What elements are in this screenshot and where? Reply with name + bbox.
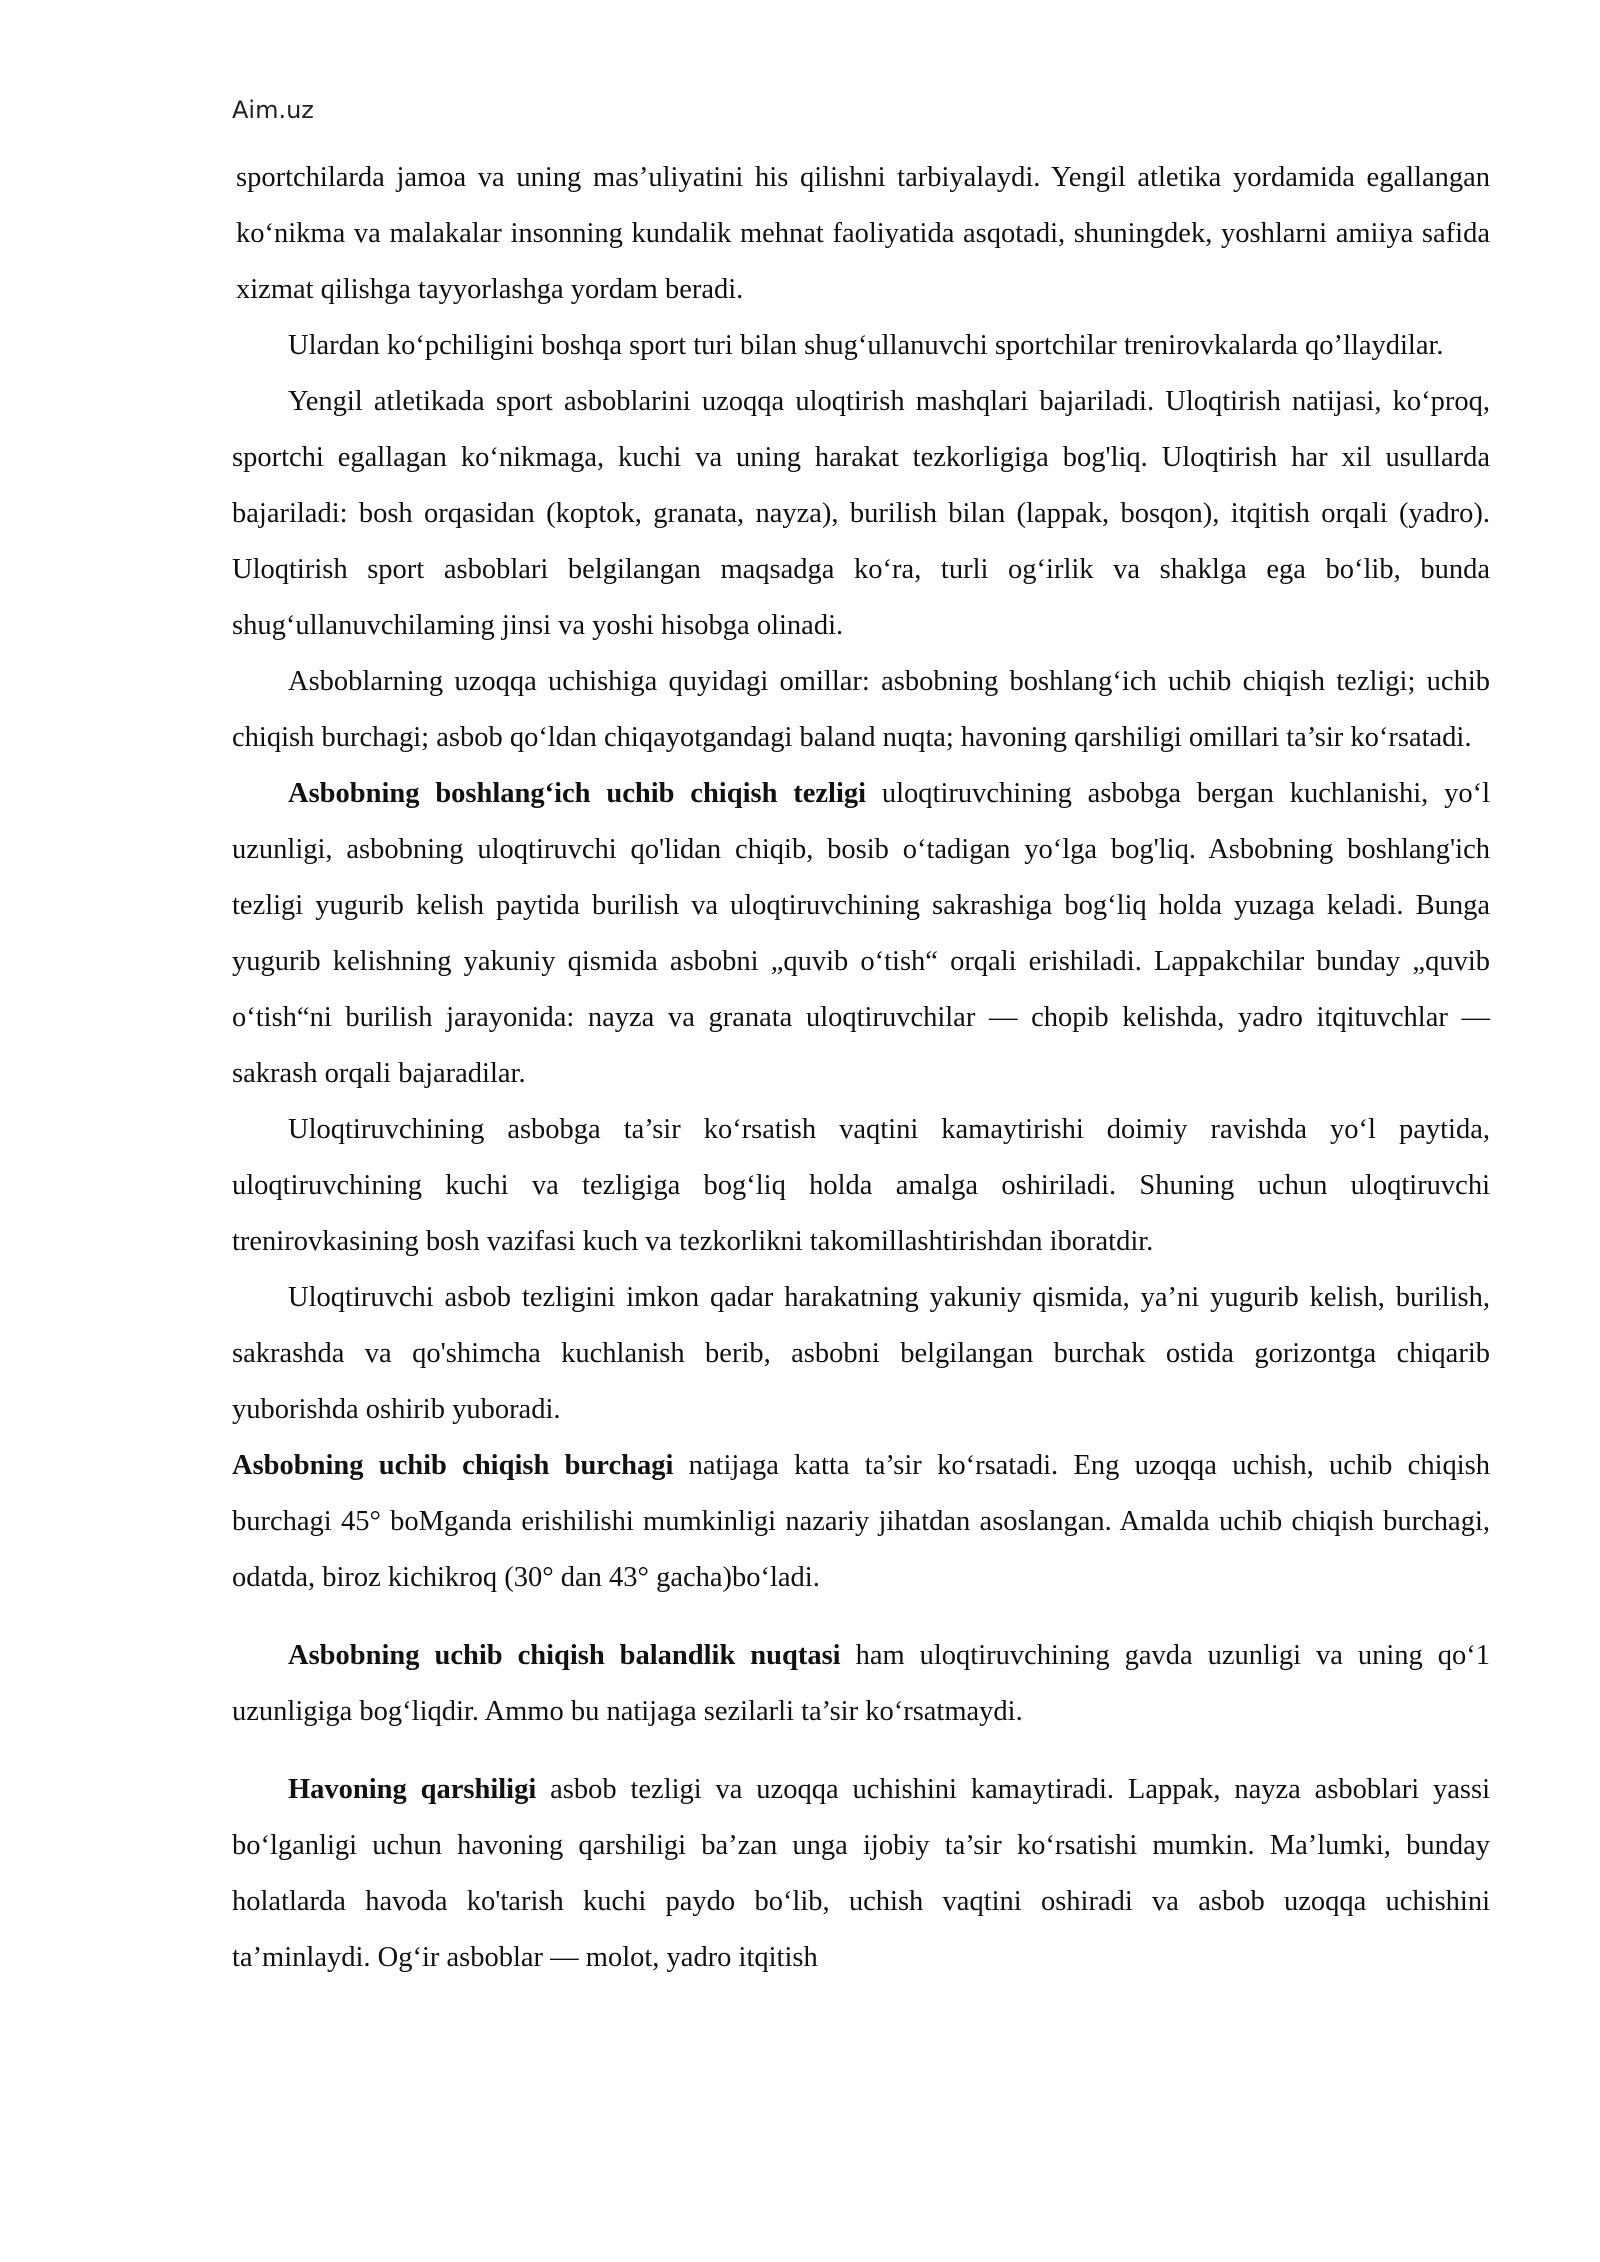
paragraph-text: Yengil atletikada sport asboblarini uzoqqa uloqtirish mashqlari bajariladi. Uloqtirish natijasi, ko‘proq, sportchi egallagan ko‘nikmaga, kuchi va uning harakat tezkorligiga bog'liq. Uloqtirish har xil usullarda bajariladi: bosh orqasidan (koptok, granata, nayza), burilish bilan (lappak, bosqon), itqitish orqali (yadro). Uloqtirish sport asboblari belgilangan maqsadga ko‘ra, turli og‘irlik va shaklga ega bo‘lib, bunda shug‘ullanuvchilaming jinsi va yoshi hisobga olinadi. <box>232 386 1490 641</box>
paragraph-heading: Asbobning boshlang‘ich uchib chiqish tezligi <box>288 778 867 809</box>
paragraph <box>232 318 1490 374</box>
paragraph <box>232 1438 1490 1606</box>
body-text <box>232 150 1490 1986</box>
paragraph <box>232 150 1490 318</box>
paragraph-text: sportchilarda jamoa va uning mas’uliyatini his qilishni tarbiyalaydi. Yengil atletika yordamida egallangan ko‘nikma va malakalar insonning kundalik mehnat faoliyatida asqotadi, shuningdek, yoshlarni amiiya safida xizmat qilishga tayyorlashga yordam beradi. <box>236 162 1490 305</box>
paragraph-heading: Asbobning uchib chiqish burchagi <box>232 1450 674 1481</box>
paragraph <box>232 654 1490 766</box>
paragraph-text: asbob tezligi va uzoqqa uchishini kamaytiradi. Lappak, nayza asboblari yassi bo‘lganligi uchun havoning qarshiligi ba’zan unga ijobiy ta’sir ko‘rsatishi mumkin. Ma’lumki, bunday holatlarda havoda ko'tarish kuchi paydo bo‘lib, uchish vaqtini oshiradi va asbob uzoqqa uchishini ta’minlaydi. Og‘ir asboblar — molot, yadro itqitish <box>232 1774 1490 1973</box>
paragraph <box>232 766 1490 1102</box>
paragraph-text: Ulardan ko‘pchiligini boshqa sport turi bilan shug‘ullanuvchi sportchilar trenirovkalarda qo’llaydilar. <box>288 330 1444 361</box>
paragraph-text: natijaga katta ta’sir ko‘rsatadi. Eng uzoqqa uchish, uchib chiqish burchagi 45° boMganda erishilishi mumkinligi nazariy jihatdan asoslangan. Amalda uchib chiqish burchagi, odatda, biroz kichikroq (30° dan 43° gacha)bo‘ladi. <box>232 1450 1490 1593</box>
paragraph <box>232 1628 1490 1740</box>
paragraph-text: uloqtiruvchining asbobga bergan kuchlanishi, yo‘l uzunligi, asbobning uloqtiruvchi qo'lidan chiqib, bosib o‘tadigan yo‘lga bog'liq. Asbobning boshlang'ich tezligi yugurib kelish paytida burilish va uloqtiruvchining sakrashiga bog‘liq holda yuzaga keladi. Bunga yugurib kelishning yakuniy qismida asbobni „quvib o‘tish“ orqali erishiladi. Lappakchilar bunday „quvib o‘tish“ni burilish jarayonida: nayza va granata uloqtiruvchilar — chopib kelishda, yadro itqituvchlar — sakrash orqali bajaradilar. <box>232 778 1490 1089</box>
paragraph <box>232 1270 1490 1438</box>
paragraph-heading: Asbobning uchib chiqish balandlik nuqtasi <box>288 1640 841 1671</box>
paragraph-text: ham uloqtiruvchining gavda uzunligi va uning qo‘1 uzunligiga bog‘liqdir. Ammo bu natijaga sezilarli ta’sir ko‘rsatmaydi. <box>232 1640 1491 1727</box>
paragraph <box>232 1102 1490 1270</box>
paragraph <box>232 1762 1490 1986</box>
paragraph-text: Asboblarning uzoqqa uchishiga quyidagi omillar: asbobning boshlang‘ich uchib chiqish tezligi; uchib chiqish burchagi; asbob qo‘ldan chiqayotgandagi baland nuqta; havoning qarshiligi omillari ta’sir ko‘rsatadi. <box>232 666 1490 753</box>
paragraph-text: Uloqtiruvchining asbobga ta’sir ko‘rsatish vaqtini kamaytirishi doimiy ravishda yo‘l paytida, uloqtiruvchining kuchi va tezligiga bog‘liq holda amalga oshiriladi. Shuning uchun uloqtiruvchi trenirovkasining bosh vazifasi kuch va tezkorlikni takomillashtirishdan iboratdir. <box>232 1114 1490 1257</box>
paragraph-text: Uloqtiruvchi asbob tezligini imkon qadar harakatning yakuniy qismida, ya’ni yugurib kelish, burilish, sakrashda va qo'shimcha kuchlanish berib, asbobni belgilangan burchak ostida gorizontga chiqarib yuborishda oshirib yuboradi. <box>232 1282 1490 1425</box>
site-header: Aim.uz <box>232 96 314 124</box>
paragraph <box>232 374 1490 654</box>
paragraph-heading: Havoning qarshiligi <box>288 1774 537 1805</box>
